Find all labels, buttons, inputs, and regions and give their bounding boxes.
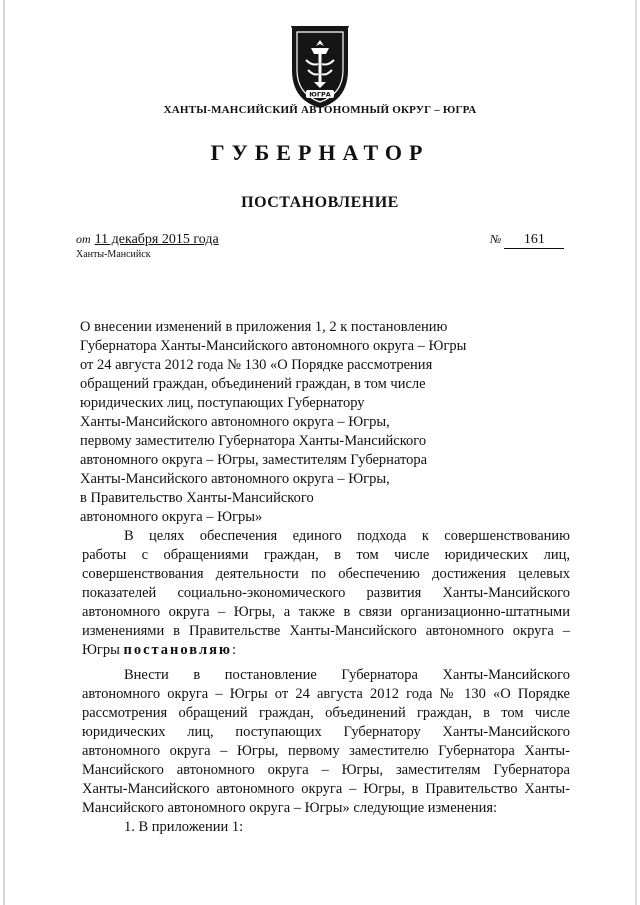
preamble-line: изменениями в Правительстве Ханты-Мансийского автономного округа – — [82, 623, 570, 639]
subject-line: обращений граждан, объединений граждан, в том числе — [80, 376, 426, 392]
governor-title: ГУБЕРНАТОР — [210, 140, 430, 165]
decree-subject — [80, 318, 520, 527]
subject-line: Ханты-Мансийского автономного округа – Югры, — [80, 471, 390, 487]
issue-city: Ханты-Мансийск — [76, 249, 151, 260]
subject-line: автономного округа – Югры» — [80, 509, 263, 525]
subject-line: Губернатора Ханты-Мансийского автономного округа – Югры — [80, 338, 467, 354]
number-sign: № — [490, 232, 502, 246]
preamble-last-start: Югры — [82, 642, 124, 658]
subject-line: в Правительство Ханты-Мансийского — [80, 490, 314, 506]
subject-line: автономного округа – Югры, заместителям Губернатора — [80, 452, 428, 468]
coat-of-arms-emblem — [284, 24, 356, 110]
scan-edge-right — [635, 0, 637, 905]
preamble-line: совершенствования деятельности по обеспечению достижения целевых — [82, 566, 570, 582]
subject-line: О внесении изменений в приложения 1, 2 к постановлению — [80, 319, 448, 335]
svg-text:ЮГРА: ЮГРА — [309, 90, 331, 99]
amendment-line: Ханты-Мансийского автономного округа – Югры, в Правительство Ханты- — [82, 781, 570, 797]
amendment-line: юридических лиц, поступающих Губернатору Ханты-Мансийского — [82, 724, 570, 740]
preamble-last-line — [82, 641, 570, 660]
preamble-line: показателей социально-экономического развития Ханты-Мансийского — [82, 585, 570, 601]
amendment-line: автономного округа – Югры, первому заместителю Губернатора Ханты- — [82, 743, 570, 759]
decree-date — [76, 232, 219, 248]
preamble-line: В целях обеспечения единого подхода к совершенствованию — [124, 528, 570, 544]
decree-number — [490, 232, 564, 249]
amendment-line: автономного округа – Югры от 24 августа 2012 года № 130 «О Порядке — [82, 686, 570, 702]
amendment-item-1: 1. В приложении 1: — [124, 819, 244, 835]
subject-line: первому заместителю Губернатора Ханты-Мансийского — [80, 433, 427, 449]
subject-line: от 24 августа 2012 года № 130 «О Порядке рассмотрения — [80, 357, 433, 373]
subject-line: Ханты-Мансийского автономного округа – Югры, — [80, 414, 390, 430]
document-type-title: ПОСТАНОВЛЕНИЕ — [241, 194, 399, 211]
amendment-paragraph — [82, 666, 570, 837]
amendment-line: Мансийского автономного округа – Югры, заместителям Губернатора — [82, 762, 570, 778]
preamble-line: автономного округа – Югры, а также в связи организационно-штатными — [82, 604, 570, 620]
resolves-word: постановляю — [123, 642, 233, 658]
amendment-line: Внести в постановление Губернатора Ханты-Мансийского — [124, 667, 570, 683]
preamble-paragraph — [82, 527, 570, 660]
amendment-last-line: Мансийского автономного округа – Югры» следующие изменения: — [82, 800, 498, 816]
subject-line: юридических лиц, поступающих Губернатору — [80, 395, 365, 411]
number-value: 161 — [504, 232, 564, 249]
agency-name: ХАНТЫ-МАНСИЙСКИЙ АВТОНОМНЫЙ ОКРУГ – ЮГРА — [163, 104, 477, 116]
date-value: 11 декабря 2015 года — [94, 232, 219, 247]
preamble-line: работы с обращениями граждан, в том числе юридических лиц, — [82, 547, 570, 563]
amendment-line: рассмотрения обращений граждан, объединений граждан, в том числе — [82, 705, 570, 721]
scan-edge-left — [3, 0, 5, 905]
date-prefix: от — [76, 232, 91, 246]
preamble-last-end: : — [232, 642, 237, 658]
